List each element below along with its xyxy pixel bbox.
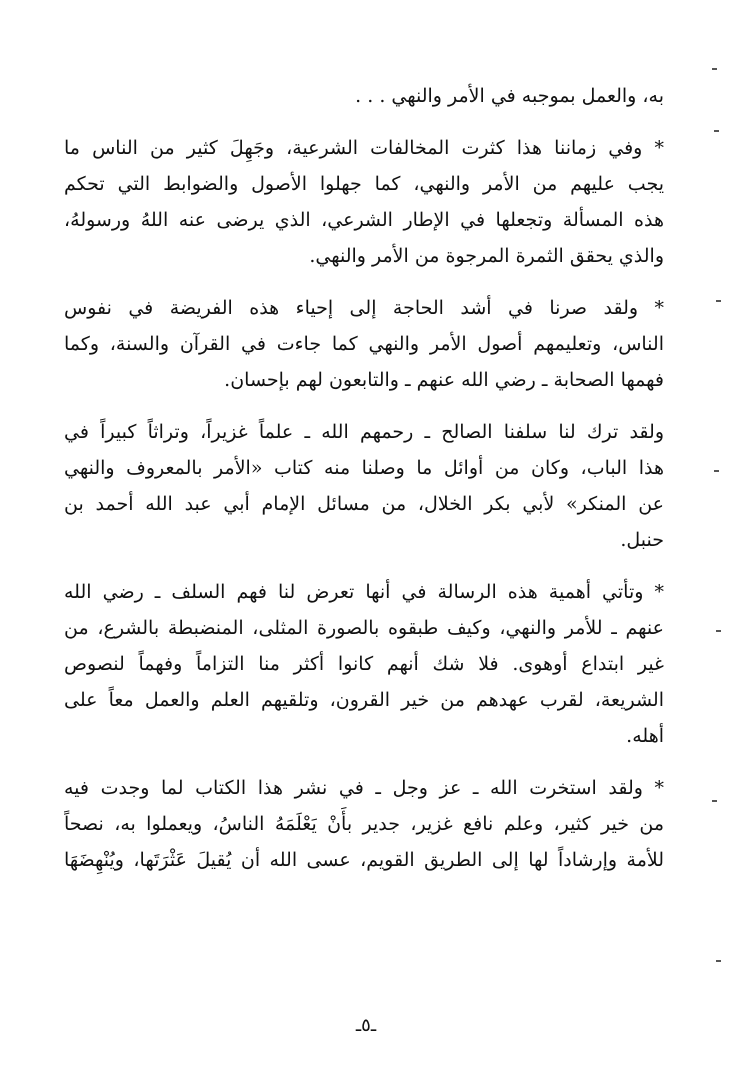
text-line: للأمة وإرشاداً لها إلى الطريق القويم، عسى الله أن يُقيلَ عَثْرَتَها، ويُنْهِضَهَا [64, 849, 664, 871]
text-line: * وتأتي أهمية هذه الرسالة في أنها تعرض لنا فهم السلف ـ رضي الله [64, 581, 664, 603]
paragraph-6 [64, 770, 664, 878]
margin-mark [714, 470, 719, 472]
text-line: هذا الباب، وكان من أوائل ما وصلنا منه كتاب «الأمر بالمعروف والنهي [64, 457, 664, 479]
text-line: الشريعة، لقرب عهدهم من خير القرون، وتلقيهم العلم والعمل معاً على [64, 689, 664, 711]
page-body-text [64, 78, 664, 878]
text-line: هذه المسألة وتجعلها في الإطار الشرعي، الذي يرضى عنه اللهُ ورسولهُ، [64, 209, 664, 231]
page-number: ـ٥ـ [355, 1015, 377, 1036]
text-line: عنهم ـ للأمر والنهي، وكيف طبقوه بالصورة المثلى، المنضبطة بالشرع، من [64, 617, 664, 639]
text-line: حنبل. [620, 529, 664, 551]
text-line: به، والعمل بموجبه في الأمر والنهي . . . [355, 85, 664, 107]
paragraph-3 [64, 290, 664, 398]
paragraph-4 [64, 414, 664, 558]
text-line: فهمها الصحابة ـ رضي الله عنهم ـ والتابعون لهم بإحسان. [224, 369, 664, 391]
text-line: ولقد ترك لنا سلفنا الصالح ـ رحمهم الله ـ علماً غزيراً، وتراثاً كبيراً في [64, 421, 664, 443]
text-line: والذي يحقق الثمرة المرجوة من الأمر والنهي. [309, 245, 664, 267]
margin-mark [716, 630, 721, 632]
margin-mark [716, 960, 721, 962]
text-line: * وفي زماننا هذا كثرت المخالفات الشرعية، وجَهِلَ كثير من الناس ما [64, 137, 664, 159]
text-line: يجب عليهم من الأمر والنهي، كما جهلوا الأصول والضوابط التي تحكم [64, 173, 664, 195]
paragraph-2 [64, 130, 664, 274]
text-line: * ولقد صرنا في أشد الحاجة إلى إحياء هذه الفريضة في نفوس [64, 297, 664, 319]
text-line: أهله. [626, 725, 664, 747]
text-line: من خير كثير، وعلم نافع غزير، جدير بأَنْ يَعْلَمَهُ الناسُ، ويعملوا به، نصحاً [64, 813, 664, 835]
margin-mark [712, 68, 717, 70]
text-line: الناس، وتعليمهم أصول الأمر والنهي كما جاءت في القرآن والسنة، وكما [64, 333, 664, 355]
paragraph-5 [64, 574, 664, 754]
margin-mark [716, 300, 721, 302]
text-line: عن المنكر» لأبي بكر الخلال، من مسائل الإمام أبي عبد الله أحمد بن [64, 493, 664, 515]
text-line: غير ابتداع أوهوى. فلا شك أنهم كانوا أكثر منا التزاماً وفهماً لنصوص [64, 653, 664, 675]
margin-mark [714, 130, 719, 132]
paragraph-1 [64, 78, 664, 114]
text-line: * ولقد استخرت الله ـ عز وجل ـ في نشر هذا الكتاب لما وجدت فيه [64, 777, 664, 799]
margin-mark [712, 800, 717, 802]
